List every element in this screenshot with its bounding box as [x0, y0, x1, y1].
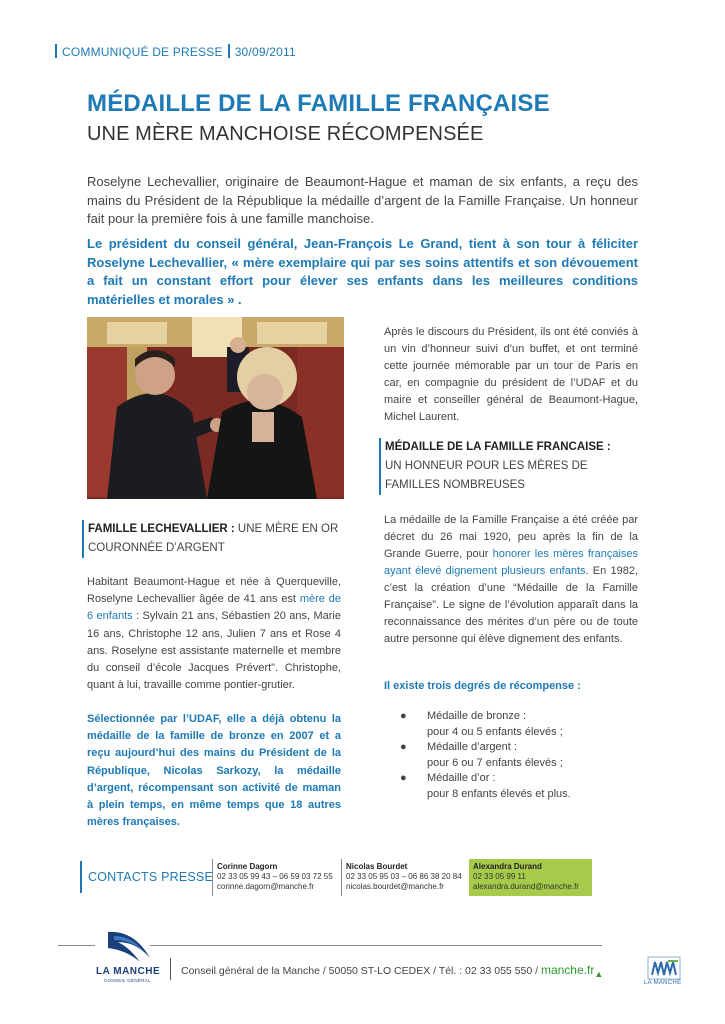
p2-text: La médaille de la Famille Française a été créée par décret du 26 mai 1920, peu après la fin de la Grande Guerre, pour: [384, 514, 638, 560]
la-manche-logo-text: LA MANCHE: [96, 966, 161, 977]
medal-section-subtitle: UN HONNEUR POUR LES MÈRES DE FAMILLES NOMBREUSES: [385, 460, 588, 491]
right-paragraph-1: Après le discours du Président, ils ont été conviés à un vin d’honneur suivi d’un buffet, et ont terminé cette journée mémorable par un tour de Paris en car, en compagnie du président de l’UDAF et du maire et conseiller général de Beaumont-Hague, Michel Laurent.: [384, 326, 638, 423]
contact-email[interactable]: corinne.dagorn@manche.fr: [217, 882, 315, 891]
left-paragraph-1: [87, 574, 341, 694]
la-manche-logo-icon: [104, 928, 156, 966]
header-bar: [228, 44, 230, 58]
p1-text: Habitant Beaumont-Hague et née à Querqueville, Roselyne Lechevallier âgée de 41 ans est: [87, 576, 341, 606]
bullet-icon: ●: [400, 710, 407, 722]
bullet-icon: ●: [400, 772, 407, 784]
medal-name: Médaille de bronze :: [427, 710, 527, 722]
contact-card: [341, 859, 468, 896]
list-item: [400, 740, 638, 771]
cursor-icon: ▲: [594, 969, 604, 979]
medal-name: Médaille d’argent :: [427, 741, 517, 753]
lead-paragraph: Le président du conseil général, Jean-François Le Grand, tient à son tour à féliciter Roselyne Lechevallier, « mère exemplaire qui par ses soins attentifs et son dévouement a fait un constant effort pour élever ses enfants dans les meilleures conditions matérielles et morales » .: [87, 236, 638, 307]
la-manche-logo-subtext: CONSEIL GÉNÉRAL: [104, 978, 151, 983]
contact-card: [212, 859, 339, 896]
degrees-heading: Il existe trois degrés de récompense :: [384, 680, 581, 692]
list-item: [400, 771, 638, 802]
contact-phone: 02 33 05 99 43 – 06 59 03 72 55: [217, 872, 333, 881]
footer-address: [181, 963, 603, 979]
p1-text: : Sylvain 21 ans, Sébastien 20 ans, Marie 16 ans, Christophe 12 ans, Julien 7 ans et Rose 4 ans. Roselyne est assistante maternelle et membre du conseil d’école Jacques Prévert". Christophe, quant à lui, travaille comme pontier-grutier.: [87, 610, 341, 692]
footer-address-text: Conseil général de la Manche / 50050 ST-LO CEDEX / Tél. : 02 33 055 550 /: [181, 965, 541, 977]
header-bar: [55, 44, 57, 58]
contacts-label: CONTACTS PRESSE: [80, 861, 213, 893]
medal-section-heading: [379, 438, 644, 495]
page-title: MÉDAILLE DE LA FAMILLE FRANÇAISE: [87, 90, 550, 117]
family-section-heading: [82, 520, 347, 558]
family-section-title: FAMILLE LECHEVALLIER :: [88, 523, 235, 535]
right-paragraph-2: [384, 512, 638, 648]
intro-paragraph: Roselyne Lechevallier, originaire de Beaumont-Hague et maman de six enfants, a reçu des mains du Président de la République la médaille d’argent de la Famille Française. Un honneur fait pour la première fois à une famille manchoise.: [87, 174, 638, 226]
contact-name: Corinne Dagorn: [217, 862, 278, 871]
bullet-icon: ●: [400, 741, 407, 753]
contact-phone: 02 33 05 99 11: [473, 872, 526, 881]
manche-web-logo-text: LA MANCHE: [644, 980, 682, 986]
footer-site-link[interactable]: manche.fr: [540, 963, 595, 977]
list-item: [400, 709, 638, 740]
medal-name: Médaille d’or :: [427, 772, 496, 784]
contact-name: Alexandra Durand: [473, 862, 542, 871]
p1-highlight: mère de 6 enfants: [87, 593, 341, 623]
press-header: [55, 44, 296, 59]
contact-card: [469, 859, 592, 896]
contact-phone: 02 33 05 95 03 – 06 86 38 20 84: [346, 872, 462, 881]
contact-name: Nicolas Bourdet: [346, 862, 408, 871]
header-date: 30/09/2011: [234, 45, 296, 59]
header-label: COMMUNIQUÉ DE PRESSE: [62, 45, 223, 59]
contact-email[interactable]: alexandra.durand@manche.fr: [473, 882, 579, 891]
family-section-subtitle: UNE MÈRE EN OR COURONNÉE D’ARGENT: [88, 523, 339, 554]
contact-email[interactable]: nicolas.bourdet@manche.fr: [346, 882, 444, 891]
page-subtitle: UNE MÈRE MANCHOISE RÉCOMPENSÉE: [87, 123, 484, 145]
medal-list: [400, 709, 638, 802]
medal-section-title: MÉDAILLE DE LA FAMILLE FRANCAISE :: [385, 441, 611, 453]
footer-rule: [150, 945, 602, 946]
p2-highlight: honorer les mères françaises ayant élevé dignement plusieurs enfants: [384, 548, 639, 577]
medal-detail: pour 4 ou 5 enfants élevés ;: [427, 725, 563, 738]
medal-detail: pour 6 ou 7 enfants élevés ;: [427, 756, 563, 769]
medal-detail: pour 8 enfants élevés et plus.: [427, 787, 571, 800]
footer-separator: [170, 958, 171, 980]
p2-text: . En 1982, c’est la création d’une “Médaille de la Famille Française”. Le signe de l’évolution apparaît dans la reconnaissance des mérites d’un père ou de toute autre personne qui élève dignement des enfants.: [384, 565, 638, 645]
left-paragraph-2: Sélectionnée par l’UDAF, elle a déjà obtenu la médaille de la famille de bronze en 2007 et a reçu aujourd’hui des mains du Président de la République, Nicolas Sarkozy, la médaille d’argent, récompensant son activité de maman à plein temps, en même temps que 18 autres mères françaises.: [87, 713, 341, 829]
footer-rule: [58, 945, 95, 946]
ceremony-photo: [87, 317, 344, 499]
